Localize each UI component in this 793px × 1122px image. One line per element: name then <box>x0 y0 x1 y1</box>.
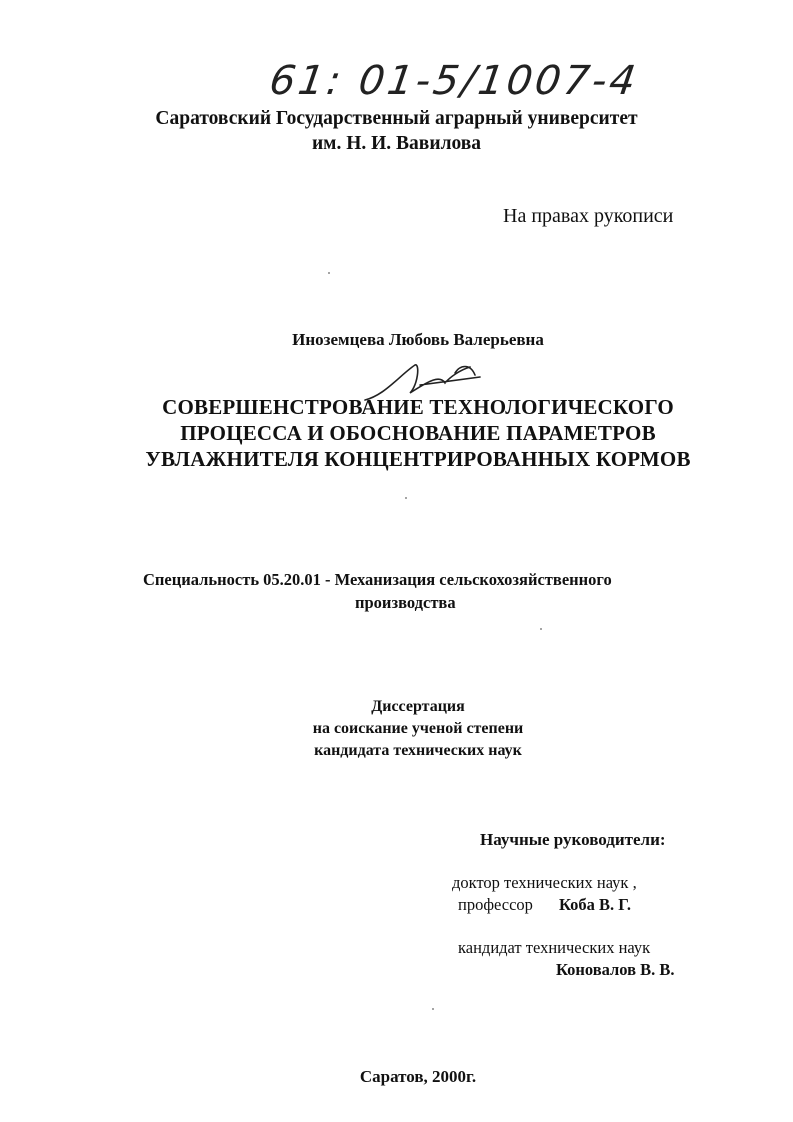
supervisors-heading: Научные руководители: <box>480 830 666 849</box>
title-line-2: ПРОЦЕССА И ОБОСНОВАНИЕ ПАРАМЕТРОВ <box>180 421 656 445</box>
scan-speck <box>432 1008 434 1010</box>
scan-speck <box>405 497 407 499</box>
scan-speck <box>328 272 330 274</box>
supervisor-1-name: Коба В. Г. <box>559 895 632 914</box>
scan-speck <box>540 628 542 630</box>
title-line-1: СОВЕРШЕНСТРОВАНИЕ ТЕХНОЛОГИЧЕСКОГО <box>162 395 674 419</box>
specialty-line-2: производства <box>355 593 456 612</box>
dissertation-purpose: на соискание ученой степени <box>312 720 524 737</box>
dissertation-label: Диссертация <box>371 698 465 715</box>
university-dedication: им. Н. И. Вавилова <box>311 133 482 154</box>
archive-code: 61: 01-5/1007-4 <box>266 58 642 104</box>
place-year: Саратов, 2000г. <box>359 1067 477 1086</box>
specialty-line-1: Специальность 05.20.01 - Механизация сельскохозяйственного <box>143 570 612 589</box>
supervisor-2-degree: кандидат технических наук <box>458 938 651 957</box>
rights-note: На правах рукописи <box>503 205 674 227</box>
title-line-3: УВЛАЖНИТЕЛЯ КОНЦЕНТРИРОВАННЫХ КОРМОВ <box>145 447 691 471</box>
supervisor-1-degree: доктор технических наук , <box>452 873 637 892</box>
dissertation-degree: кандидата технических наук <box>314 742 522 759</box>
supervisor-1-title: профессор <box>458 895 533 914</box>
university-name: Саратовский Государственный аграрный университет <box>155 108 638 129</box>
supervisor-2-name: Коновалов В. В. <box>556 960 675 979</box>
author-name: Иноземцева Любовь Валерьевна <box>292 330 544 349</box>
